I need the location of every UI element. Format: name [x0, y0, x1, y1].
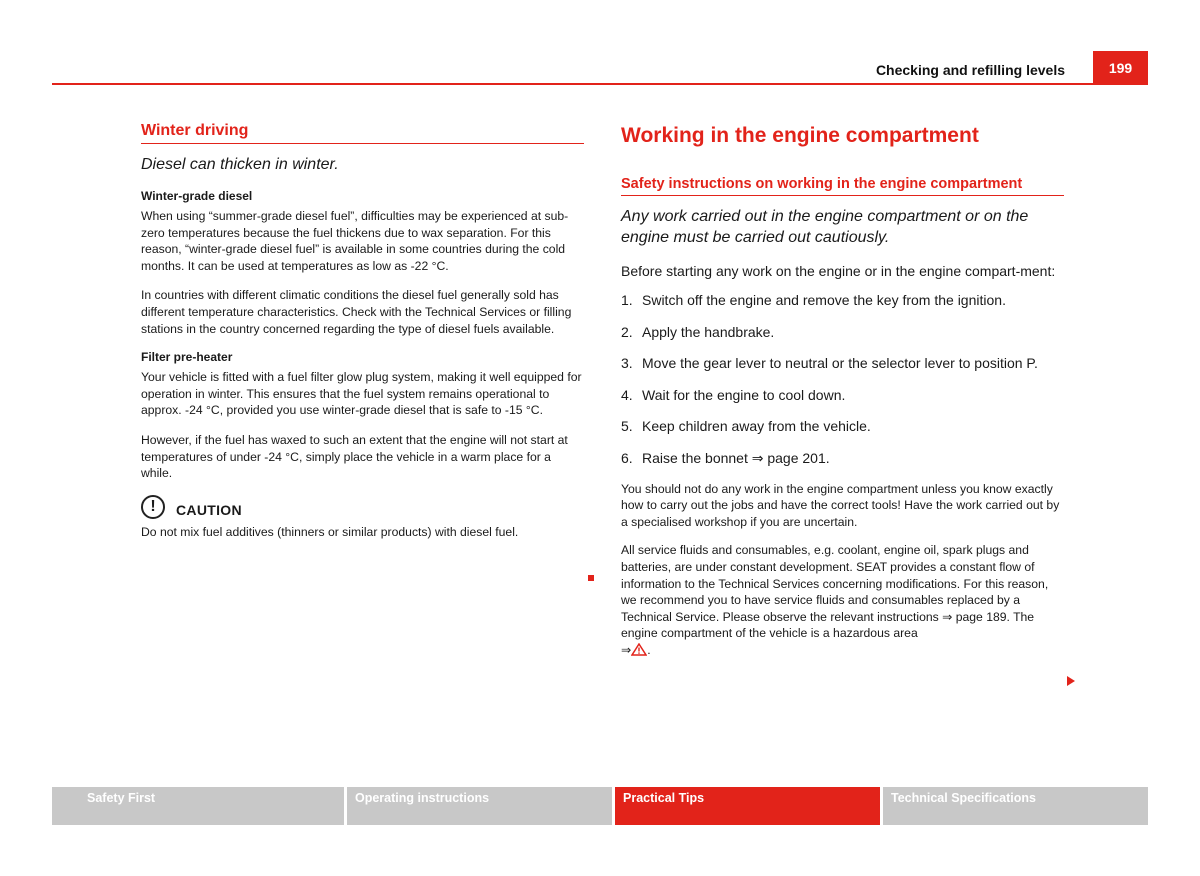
- subheading-safety-instructions: Safety instructions on working in the engine compartment: [621, 176, 1064, 196]
- subheading-filter-pre-heater: Filter pre-heater: [141, 350, 233, 365]
- list-item: 4. Wait for the engine to cool down.: [621, 386, 846, 403]
- left-column: [141, 122, 584, 539]
- footer-nav: [52, 787, 1148, 825]
- paragraph-filter-glow-plug: Your vehicle is fitted with a fuel filter glow plug system, making it well equipped for operation in winter. This ensures that the fuel system remains operational to approx. -24 °C, provided you use winter-grade diesel that is safe to -15 °C.: [141, 370, 582, 418]
- intro-text: Before starting any work on the engine or in the engine compart-ment:: [621, 263, 1056, 279]
- tab-safety-first[interactable]: Safety First: [52, 787, 344, 825]
- header-rule: [52, 83, 1148, 85]
- section-end-square-icon: [588, 575, 594, 581]
- paragraph-waxed-fuel: However, if the fuel has waxed to such an extent that the engine will not start at temperatures of under -24 °C, simply place the vehicle in a warm place for a while.: [141, 432, 568, 481]
- caution-heading: [141, 495, 584, 519]
- lead-text-right: Any work carried out in the engine compartment or on the engine must be carried out cautiously.: [621, 208, 1029, 246]
- list-item: 3. Move the gear lever to neutral or the selector lever to position P.: [621, 355, 1038, 372]
- running-header-title: Checking and refilling levels: [875, 62, 1065, 78]
- page-number: 199: [1093, 51, 1148, 84]
- caution-label: CAUTION: [176, 501, 242, 518]
- steps-list: [621, 291, 1064, 468]
- continue-arrow-icon: [1067, 676, 1075, 686]
- paragraph-service-fluids: All service fluids and consumables, e.g. coolant, engine oil, spark plugs and batteries, are under constant development. SEAT provides a constant flow of information to the Technical Services concerning modifications. For this reason, we recommend you to have service fluids and consumables replaced by a Technical Service. Please observe the relevant instructions ⇒ page 189. The engine compartment of the vehicle is a hazardous area ⇒ .: [621, 543, 1049, 657]
- section-heading-winter-driving: Winter driving: [141, 122, 584, 144]
- tab-practical-tips[interactable]: Practical Tips: [615, 787, 880, 825]
- list-item: 6. Raise the bonnet ⇒ page 201.: [621, 449, 830, 466]
- warning-triangle-icon[interactable]: [631, 643, 647, 656]
- paragraph-winter-diesel: When using “summer-grade diesel fuel”, difficulties may be experienced at sub-zero temperatures because the fuel thickens due to wax separation. For this reason, “winter-grade diesel fuel” is available in some countries during the cold months. It can be used at temperatures as low as -22 °C.: [141, 209, 569, 273]
- caution-icon: !: [141, 495, 165, 519]
- right-column: [621, 124, 1064, 671]
- list-item: 5. Keep children away from the vehicle.: [621, 418, 871, 435]
- subheading-winter-grade-diesel: Winter-grade diesel: [141, 189, 253, 203]
- tab-operating-instructions[interactable]: Operating instructions: [347, 787, 612, 825]
- section-heading-engine-compartment: Working in the engine compartment: [621, 124, 979, 147]
- paragraph-climatic-conditions: In countries with different climatic conditions the diesel fuel generally sold has different temperature characteristics. Check with the Technical Services or filling stations in the country concerned regarding the type of diesel fuels available.: [141, 288, 572, 336]
- lead-text-left: Diesel can thicken in winter.: [141, 156, 339, 173]
- tab-technical-specifications[interactable]: Technical Specifications: [883, 787, 1148, 825]
- list-item: 2. Apply the handbrake.: [621, 323, 775, 340]
- paragraph-specialised-workshop: You should not do any work in the engine compartment unless you know exactly how to carry out the jobs and have the correct tools! Have the work carried out by a specialised workshop if you are uncertain.: [621, 481, 1060, 529]
- caution-text: Do not mix fuel additives (thinners or similar products) with diesel fuel.: [141, 524, 519, 539]
- list-item: 1. Switch off the engine and remove the key from the ignition.: [621, 292, 1006, 308]
